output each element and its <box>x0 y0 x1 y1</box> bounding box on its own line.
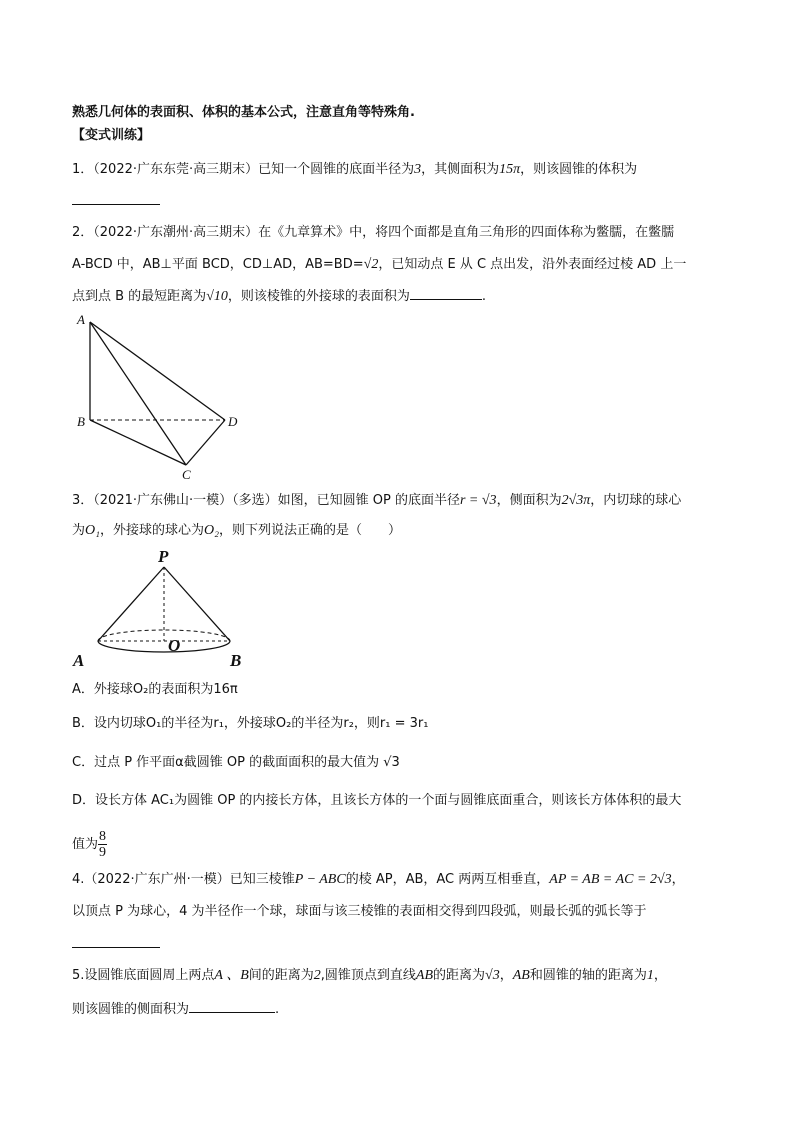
q2-text-a: A-BCD 中，AB⊥平面 BCD，CD⊥AD，AB=BD= <box>72 257 364 272</box>
cone-base-front <box>98 641 230 652</box>
q3-option-b[interactable]: B．设内切球O₁的半径为r₁，外接球O₂的半径为r₂，则r₁ = 3r₁ <box>72 716 429 731</box>
q2-tetrahedron-figure <box>70 310 250 482</box>
q2-text-d: ，则该棱锥的外接球的表面积为 <box>227 289 410 304</box>
q2-sqrt2: √2 <box>363 257 379 272</box>
q5-text-e: ， <box>499 968 513 983</box>
q3-option-d-cont <box>72 829 107 861</box>
label-o: O <box>168 636 181 655</box>
q5-ab1: AB <box>415 968 434 983</box>
q1-text-b: ，其侧面积为 <box>421 162 500 177</box>
q4-text-b: 的棱 AP，AB，AC 两两互相垂直， <box>345 872 550 887</box>
q3-cone-figure <box>70 545 260 670</box>
q3-text-a: 3．（2021·广东佛山·一模）（多选）如图，已知圆锥 OP 的底面半径 <box>72 493 460 508</box>
q3-radius: r = √3 <box>459 493 497 508</box>
q5-ab2: AB <box>512 968 530 983</box>
edge-ac <box>90 322 186 465</box>
edge-cd <box>186 420 225 465</box>
q5-d2: √3 <box>485 968 500 983</box>
q2-sqrt10: √10 <box>206 289 228 304</box>
q5-answer-blank[interactable] <box>189 1000 275 1013</box>
q1-text-a: 1．（2022·广东东莞·高三期末）已知一个圆锥的底面半径为 <box>72 162 415 177</box>
question-1 <box>72 161 637 179</box>
question-4-line-2: 以顶点 P 为球心，4 为半径作一个球，球面与该三棱锥的表面相交得到四段弧，则最长弧的弧长等于 <box>72 904 647 919</box>
q5-text-b: 间的距离为 <box>248 968 314 983</box>
q4-text-a: 4.（2022·广东广州·一模）已知三棱锥 <box>72 872 295 887</box>
q1-area: 15π <box>499 162 521 177</box>
question-5-line-1 <box>72 967 667 985</box>
q3-text-e: ，外接球的球心为 <box>100 523 205 538</box>
q3-fraction <box>98 829 107 860</box>
q3-text-f: ，则下列说法正确的是（ ） <box>219 523 402 538</box>
q5-d1: 2 <box>313 968 321 983</box>
q3-text-c: ，内切球的球心 <box>590 493 682 508</box>
label-b: B <box>230 651 242 670</box>
q4-answer-blank[interactable] <box>72 935 160 948</box>
q3-text-d: 为 <box>72 523 86 538</box>
question-3-line-1 <box>72 492 681 510</box>
q3-fraction-numerator: 8 <box>99 829 107 844</box>
q1-answer-row <box>72 192 160 211</box>
q2-text-c: 点到点 B 的最短距离为 <box>72 289 207 304</box>
q5-text-h: 则该圆锥的侧面积为 <box>72 1002 190 1017</box>
q3-o2: O₂ <box>204 523 219 538</box>
q5-text-d: 的距离为 <box>433 968 486 983</box>
label-d: D <box>228 414 238 429</box>
tip-text: 熟悉几何体的表面积、体积的基本公式，注意直角等特殊角. <box>72 105 415 120</box>
q4-text-c: ， <box>671 872 685 887</box>
label-a: A <box>73 651 85 670</box>
q5-d3: 1 <box>646 968 654 983</box>
q5-text-g: ， <box>653 968 667 983</box>
q2-answer-blank[interactable] <box>410 287 482 300</box>
q3-text-g: 值为 <box>72 837 99 852</box>
q5-text-f: 和圆锥的轴的距离为 <box>529 968 647 983</box>
q1-radius: 3 <box>414 162 422 177</box>
q3-area: 2√3π <box>561 493 591 508</box>
q5-text-i: . <box>275 1002 280 1017</box>
question-5-line-2 <box>72 1000 279 1019</box>
q2-text-e: . <box>481 289 487 304</box>
q3-option-a[interactable]: A．外接球O₂的表面积为16π <box>72 682 238 697</box>
question-4-line-1 <box>72 871 685 889</box>
q2-text-b: ，已知动点 E 从 C 点出发，沿外表面经过棱 AD 上一 <box>378 257 687 272</box>
label-p: P <box>158 547 169 566</box>
question-3-line-2 <box>72 522 401 540</box>
q4-condition: AP = AB = AC = 2√3 <box>549 872 672 887</box>
label-a: A <box>77 312 85 327</box>
q1-text-c: ，则该圆锥的体积为 <box>520 162 638 177</box>
q3-o1: O₁ <box>85 523 100 538</box>
label-c: C <box>182 467 191 482</box>
q5-text-a: 5.设圆锥底面圆周上两点 <box>72 968 215 983</box>
q1-answer-blank[interactable] <box>72 192 160 205</box>
question-2-line-3 <box>72 287 486 306</box>
section-heading: 【变式训练】 <box>72 128 151 143</box>
q5-text-c: ,圆锥顶点到直线 <box>320 968 416 983</box>
q5-points: A 、B <box>214 968 249 983</box>
question-2-line-1: 2．（2022·广东潮州·高三期末）在《九章算术》中，将四个面都是直角三角形的四面体称为鳖臑，在鳖臑 <box>72 225 675 240</box>
q3-fraction-denominator: 9 <box>99 845 107 860</box>
edge-ad <box>90 322 225 420</box>
q3-option-c[interactable]: C．过点 P 作平面α截圆锥 OP 的截面面积的最大值为 √3 <box>72 755 400 770</box>
q3-option-d[interactable]: D．设长方体 AC₁为圆锥 OP 的内接长方体，且该长方体的一个面与圆锥底面重合，则该长方体体积的最大 <box>72 793 682 808</box>
q3-text-b: ，侧面积为 <box>496 493 562 508</box>
q4-pabc: P − ABC <box>294 872 346 887</box>
label-b: B <box>77 414 85 429</box>
q4-answer-row <box>72 935 160 954</box>
question-2-line-2 <box>72 256 686 274</box>
